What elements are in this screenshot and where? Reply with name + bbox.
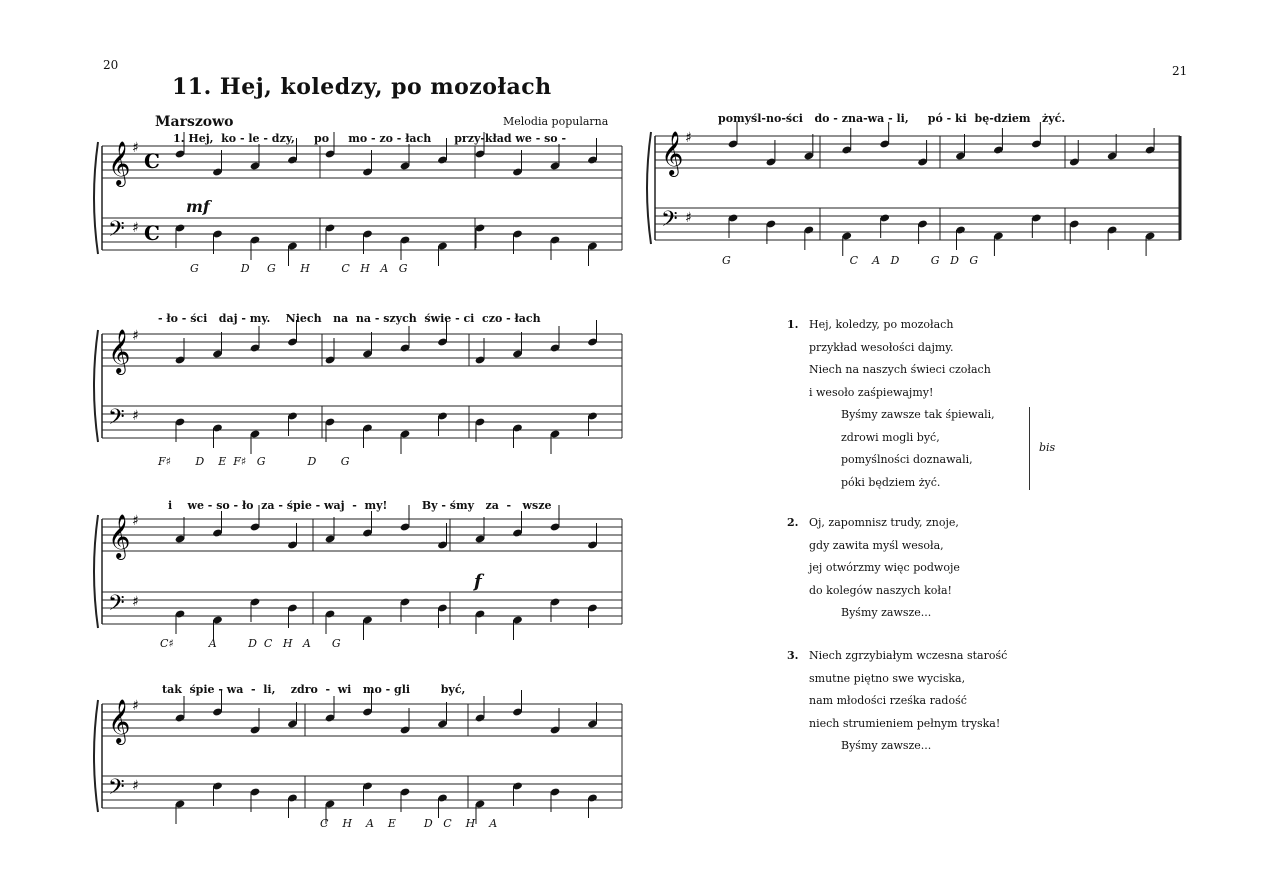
note-head <box>1069 157 1080 166</box>
note-head <box>512 615 523 624</box>
time-signature: C <box>144 221 160 245</box>
verse-line: Hej, koledzy, po mozołach <box>809 318 954 331</box>
note-head <box>512 167 523 176</box>
note-head <box>250 429 261 438</box>
note-head <box>400 725 411 734</box>
note-head <box>766 219 777 228</box>
note-head <box>362 167 373 176</box>
note-head <box>175 223 186 232</box>
note-head <box>325 355 336 364</box>
note-head <box>1145 231 1156 240</box>
note-head <box>250 725 261 734</box>
verse-line: niech strumieniem pełnym tryska! <box>809 716 1001 730</box>
note-head <box>728 213 739 222</box>
bass-clef: 𝄢 <box>108 775 125 805</box>
refrain-line: pomyślności doznawali, <box>841 453 973 466</box>
system-brace <box>94 330 98 442</box>
note-head <box>475 149 486 158</box>
system-5-lyrics: pomyśl-no-ści do - zna-wa - li, pó - ki bę-dziem żyć. <box>718 112 1066 125</box>
system-4-chords: C H A E D C H A <box>320 817 498 830</box>
note-head <box>175 534 186 543</box>
note-head <box>550 522 561 531</box>
key-signature-sharp: ♯ <box>685 210 692 226</box>
note-head <box>437 155 448 164</box>
key-signature-sharp: ♯ <box>685 130 692 146</box>
note-head <box>587 337 598 346</box>
note-head <box>325 149 336 158</box>
note-head <box>1145 145 1156 154</box>
note-head <box>212 167 223 176</box>
note-head <box>766 157 777 166</box>
note-head <box>550 725 561 734</box>
note-head <box>212 423 223 432</box>
verse-line: Niech zgrzybiałym wczesna starość <box>809 649 1008 662</box>
note-head <box>287 337 298 346</box>
dynamic-mf: mf <box>186 197 210 216</box>
note-head <box>879 213 890 222</box>
note-head <box>287 411 298 420</box>
treble-clef: 𝄞 <box>108 141 131 185</box>
note-head <box>512 423 523 432</box>
note-head <box>587 603 598 612</box>
note-head <box>993 231 1004 240</box>
refrain-line: Byśmy zawsze... <box>841 606 932 619</box>
system-3-lyrics: i we - so - ło za - śpie - waj - my! By - śmy za - wsze <box>168 499 552 512</box>
system-1-chords: G D G H C H A G <box>190 262 408 275</box>
note-head <box>175 609 186 618</box>
note-head <box>550 429 561 438</box>
note-head <box>362 615 373 624</box>
verse-line: Oj, zapomnisz trudy, znoje, <box>809 516 959 529</box>
note-head <box>475 223 486 232</box>
system-brace <box>94 515 98 628</box>
note-head <box>400 429 411 438</box>
note-head <box>437 411 448 420</box>
note-head <box>1107 225 1118 234</box>
note-head <box>917 157 928 166</box>
note-head <box>175 417 186 426</box>
note-head <box>587 241 598 250</box>
verse-number: 2. <box>787 516 799 529</box>
note-head <box>1069 219 1080 228</box>
verse-number: 3. <box>787 649 799 662</box>
note-head <box>325 417 336 426</box>
note-head <box>250 161 261 170</box>
note-head <box>841 145 852 154</box>
note-head <box>175 149 186 158</box>
verse-line: smutne piętno swe wyciska, <box>809 671 966 685</box>
note-head <box>993 145 1004 154</box>
key-signature-sharp: ♯ <box>132 220 139 236</box>
note-head <box>250 597 261 606</box>
note-head <box>804 225 815 234</box>
note-head <box>475 355 486 364</box>
note-head <box>475 534 486 543</box>
bass-clef: 𝄢 <box>108 591 125 621</box>
note-head <box>1031 139 1042 148</box>
verse-line: gdy zawita myśl wesoła, <box>809 538 944 552</box>
note-head <box>955 225 966 234</box>
note-head <box>212 615 223 624</box>
verse-line: Niech na naszych świeci czołach <box>809 363 991 376</box>
melody-source: Melodia popularna <box>503 115 609 128</box>
note-head <box>362 423 373 432</box>
note-head <box>400 522 411 531</box>
note-head <box>400 161 411 170</box>
treble-clef: 𝄞 <box>108 329 131 373</box>
system-2-chords: F♯ D E F♯ G D G <box>158 455 350 468</box>
note-head <box>550 161 561 170</box>
note-head <box>512 528 523 537</box>
note-head <box>175 799 186 808</box>
note-head <box>804 151 815 160</box>
note-head <box>287 793 298 802</box>
verse-line: nam młodości rześka radość <box>809 694 967 707</box>
note-head <box>437 337 448 346</box>
note-head <box>250 235 261 244</box>
note-head <box>400 787 411 796</box>
system-2-lyrics: - ło - ści daj - my. Niech na na - szych świe - ci czo - łach <box>158 312 541 325</box>
note-head <box>287 719 298 728</box>
note-head <box>400 597 411 606</box>
refrain-line: póki będziem żyć. <box>841 475 941 489</box>
repeat-bracket <box>1029 407 1030 490</box>
note-head <box>728 139 739 148</box>
system-5-chords: G C A D G D G <box>722 254 979 267</box>
system-brace <box>94 142 98 254</box>
note-head <box>287 155 298 164</box>
note-head <box>475 609 486 618</box>
verse-number: 1. <box>787 318 799 331</box>
system-brace <box>94 700 98 812</box>
note-head <box>587 719 598 728</box>
system-3-chords: C♯ A D C H A G <box>160 637 341 650</box>
treble-clef: 𝄞 <box>661 131 684 175</box>
note-head <box>475 799 486 808</box>
treble-clef: 𝄞 <box>108 514 131 558</box>
note-head <box>879 139 890 148</box>
note-head <box>437 241 448 250</box>
note-head <box>550 343 561 352</box>
refrain-line: zdrowi mogli być, <box>841 430 940 444</box>
key-signature-sharp: ♯ <box>132 408 139 424</box>
page-number-right: 21 <box>1172 64 1188 78</box>
note-head <box>325 799 336 808</box>
bass-clef: 𝄢 <box>108 217 125 247</box>
key-signature-sharp: ♯ <box>132 778 139 794</box>
page-number-left: 20 <box>103 58 119 72</box>
note-head <box>587 155 598 164</box>
dynamic-f: f <box>474 571 482 592</box>
note-head <box>287 241 298 250</box>
verse-line: przykład wesołości dajmy. <box>809 340 954 354</box>
key-signature-sharp: ♯ <box>132 698 139 714</box>
note-head <box>437 719 448 728</box>
key-signature-sharp: ♯ <box>132 140 139 156</box>
verse-line: jej otwórzmy więc podwoje <box>809 561 960 574</box>
note-head <box>325 534 336 543</box>
note-head <box>212 229 223 238</box>
note-head <box>475 417 486 426</box>
tempo-marking: Marszowo <box>155 114 234 130</box>
verse-1 <box>787 314 995 494</box>
note-head <box>287 540 298 549</box>
verse-3 <box>787 645 1008 758</box>
system-1-lyrics: 1. Hej, ko - le - dzy, po mo - zo - łach przy-kład we - so - <box>173 132 567 145</box>
note-head <box>437 540 448 549</box>
note-head <box>362 229 373 238</box>
note-head <box>250 343 261 352</box>
note-head <box>362 528 373 537</box>
note-head <box>362 781 373 790</box>
note-head <box>212 349 223 358</box>
note-head <box>175 713 186 722</box>
note-head <box>917 219 928 228</box>
note-head <box>250 787 261 796</box>
note-head <box>475 713 486 722</box>
note-head <box>512 229 523 238</box>
note-head <box>212 528 223 537</box>
note-head <box>587 793 598 802</box>
note-head <box>250 522 261 531</box>
system-4-lyrics: tak śpie - wa - li, zdro - wi mo - gli być, <box>162 683 466 696</box>
note-head <box>587 411 598 420</box>
refrain-line: Byśmy zawsze... <box>841 739 932 752</box>
system-brace <box>647 132 651 244</box>
refrain-line: Byśmy zawsze tak śpiewali, <box>841 408 995 421</box>
note-head <box>841 231 852 240</box>
note-head <box>587 540 598 549</box>
note-head <box>955 151 966 160</box>
key-signature-sharp: ♯ <box>132 513 139 529</box>
key-signature-sharp: ♯ <box>132 328 139 344</box>
note-head <box>550 787 561 796</box>
note-head <box>362 349 373 358</box>
note-head <box>550 235 561 244</box>
bass-clef: 𝄢 <box>661 207 678 237</box>
note-head <box>325 713 336 722</box>
note-head <box>287 603 298 612</box>
note-head <box>400 343 411 352</box>
time-signature: C <box>144 149 160 173</box>
verse-line: i wesoło zaśpiewajmy! <box>809 385 934 399</box>
note-head <box>437 603 448 612</box>
song-title: 11. Hej, koledzy, po mozołach <box>172 74 552 100</box>
note-head <box>512 781 523 790</box>
note-head <box>1031 213 1042 222</box>
bis-mark: bis <box>1039 441 1056 454</box>
note-head <box>512 349 523 358</box>
note-head <box>400 235 411 244</box>
note-head <box>175 355 186 364</box>
note-head <box>1107 151 1118 160</box>
note-head <box>437 793 448 802</box>
key-signature-sharp: ♯ <box>132 594 139 610</box>
note-head <box>362 707 373 716</box>
note-head <box>212 707 223 716</box>
note-head <box>550 597 561 606</box>
verse-2 <box>787 512 960 625</box>
note-head <box>325 223 336 232</box>
note-head <box>212 781 223 790</box>
treble-clef: 𝄞 <box>108 699 131 743</box>
bass-clef: 𝄢 <box>108 405 125 435</box>
note-head <box>325 609 336 618</box>
note-head <box>512 707 523 716</box>
verse-line: do kolegów naszych koła! <box>809 583 952 597</box>
